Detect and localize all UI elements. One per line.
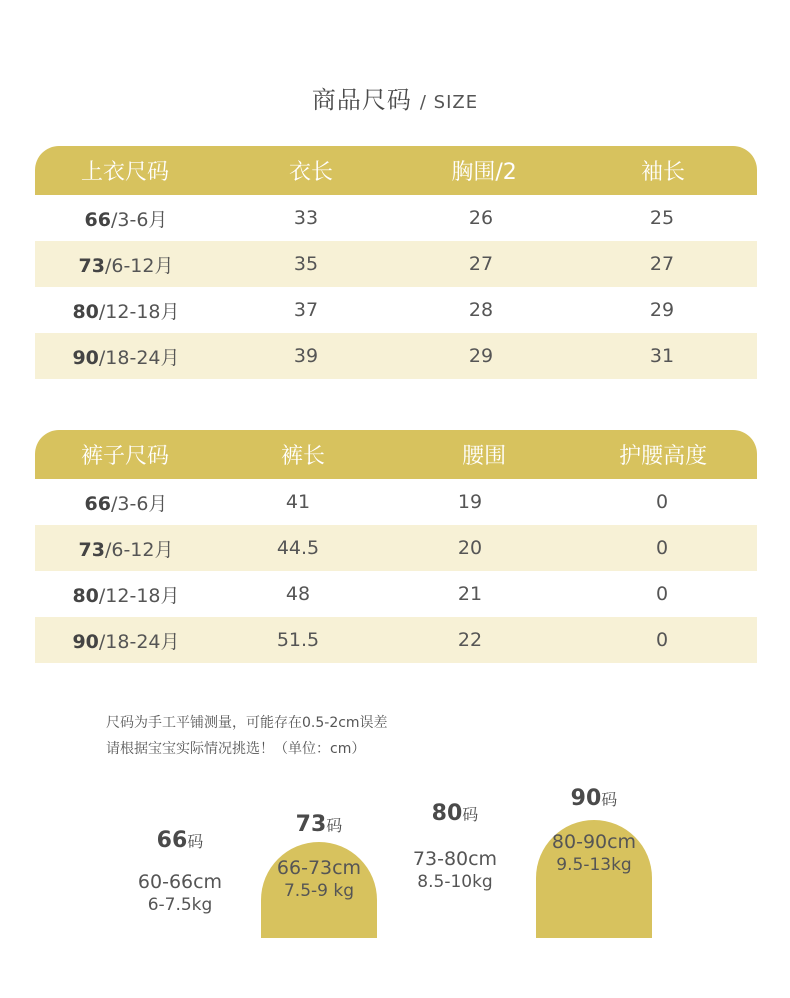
value-cell: 21 [457,583,483,605]
top-size-table [35,146,757,379]
size-label: 66码 [156,828,204,853]
size-number: 80 [72,584,99,607]
table-row [35,287,757,333]
age-range: /6-12月 [104,254,174,277]
size-cell [35,581,217,608]
page-title [0,80,790,115]
value-cell: 37 [293,299,319,321]
value-cell: 26 [468,207,494,229]
size-height: 60-66cm [137,871,223,893]
size-height: 80-90cm [551,831,637,853]
value-cell: 27 [649,253,675,275]
age-range: /18-24月 [98,630,180,653]
size-block-66 [120,828,240,915]
value-cell: 28 [468,299,494,321]
value-cell: 0 [655,583,669,605]
header-waistband-height: 护腰高度 [619,444,708,469]
age-range: /6-12月 [104,538,174,561]
size-number: 66 [84,208,111,231]
header-pants-length: 裤长 [281,444,326,469]
value-cell: 29 [649,299,675,321]
value-cell: 51.5 [276,629,320,651]
table-row [35,333,757,379]
size-cell [35,627,217,654]
size-number: 66 [84,492,111,515]
table-row [35,479,757,525]
size-number: 90 [72,346,99,369]
pants-size-table [35,430,757,663]
size-height: 73-80cm [412,848,498,870]
table-row [35,195,757,241]
header-top-size: 上衣尺码 [80,160,169,185]
header-length: 衣长 [288,160,333,185]
value-cell: 48 [285,583,311,605]
size-cell [35,297,217,324]
value-cell: 27 [468,253,494,275]
size-weight: 6-7.5kg [147,895,213,915]
table-row [35,525,757,571]
age-range: /18-24月 [98,346,180,369]
header-sleeve: 袖长 [641,160,686,185]
value-cell: 44.5 [276,537,320,559]
age-range: /3-6月 [111,492,168,515]
size-cell [35,535,217,562]
size-weight: 7.5-9 kg [283,881,355,901]
size-number: 90 [72,630,99,653]
size-block-90 [534,786,654,875]
header-waist: 腰围 [462,444,507,469]
size-weight: 9.5-13kg [556,855,632,875]
table-row [35,241,757,287]
size-label: 80码 [431,801,479,826]
size-cell [35,343,217,370]
size-label: 90码 [570,786,618,811]
age-range: /3-6月 [111,208,168,231]
size-cell [35,251,217,278]
title-sub: / SIZE [419,92,479,113]
table-row [35,571,757,617]
note-line-1: 尺码为手工平铺测量，可能存在0.5-2cm误差 [106,715,388,731]
age-range: /12-18月 [98,584,180,607]
size-height: 66-73cm [276,857,362,879]
size-cell [35,205,217,232]
value-cell: 0 [655,629,669,651]
size-cell [35,489,217,516]
table-row [35,617,757,663]
size-label: 73码 [295,812,343,837]
size-block-73 [259,812,379,901]
value-cell: 25 [649,207,675,229]
size-number: 80 [72,300,99,323]
value-cell: 20 [457,537,483,559]
size-block-80 [395,801,515,892]
value-cell: 29 [468,345,494,367]
value-cell: 33 [293,207,319,229]
measurement-note [106,710,388,762]
value-cell: 19 [457,491,483,513]
value-cell: 31 [649,345,675,367]
value-cell: 35 [293,253,319,275]
header-pants-size: 裤子尺码 [80,444,169,469]
title-main: 商品尺码 [311,86,412,114]
value-cell: 22 [457,629,483,651]
pants-table-header [35,430,757,479]
note-line-2: 请根据宝宝实际情况挑选！（单位：cm） [106,741,366,757]
size-number: 73 [78,254,105,277]
value-cell: 0 [655,537,669,559]
top-table-header [35,146,757,195]
value-cell: 41 [285,491,311,513]
size-number: 73 [78,538,105,561]
size-weight: 8.5-10kg [417,872,493,892]
value-cell: 0 [655,491,669,513]
header-chest: 胸围/2 [451,160,517,185]
age-range: /12-18月 [98,300,180,323]
value-cell: 39 [293,345,319,367]
